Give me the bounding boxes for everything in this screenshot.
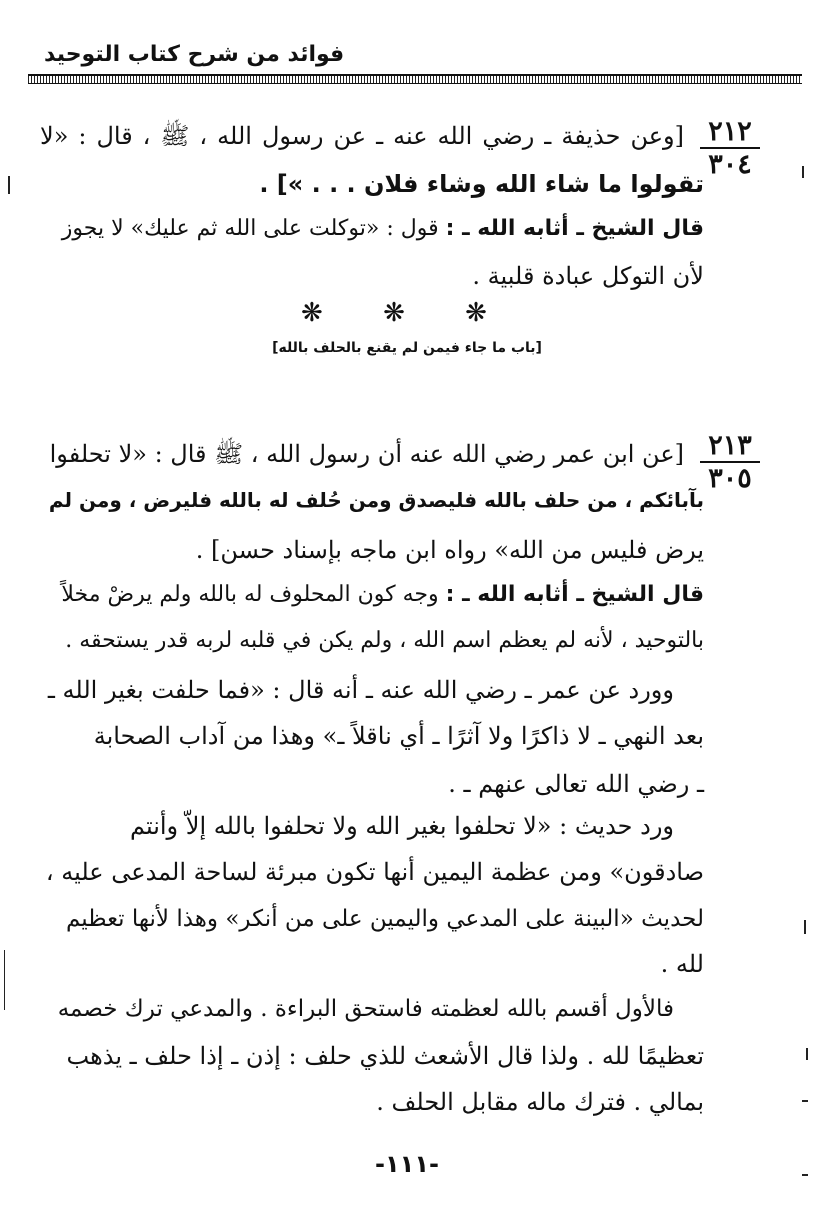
paragraph-4-line-3: بمالي . فترك ماله مقابل الحلف . xyxy=(376,1088,704,1116)
sheikh-label: قال الشيخ ـ أثابه الله ـ : xyxy=(445,582,704,607)
hadith-213-line-2: بآبائكم ، من حلف بالله فليصدق ومن حُلف له بالله فليرض ، ومن لم xyxy=(48,488,704,512)
paragraph-4-line-2: تعظيمًا لله . ولذا قال الأشعث للذي حلف : إذن ـ إذا حلف ـ يذهب xyxy=(66,1042,704,1070)
section-separator-stars: ❋ ❋ ❋ xyxy=(301,298,513,328)
paragraph-3-line-4: لله . xyxy=(660,950,704,978)
scan-mark xyxy=(4,950,5,1010)
paragraph-2-line-2: بعد النهي ـ لا ذاكرًا ولا آثرًا ـ أي ناقلاً ـ» وهذا من آداب الصحابة xyxy=(93,722,704,750)
sheikh-label: قال الشيخ ـ أثابه الله ـ : xyxy=(445,216,704,241)
scan-mark xyxy=(804,920,806,934)
running-header-title: فوائد من شرح كتاب التوحيد xyxy=(44,42,345,67)
paragraph-2-line-1: وورد عن عمر ـ رضي الله عنه ـ أنه قال : «فما حلفت بغير الله ـ xyxy=(47,676,674,704)
scan-mark xyxy=(806,1048,808,1060)
hadith-number-bottom: ٣٠٥ xyxy=(708,463,752,494)
comment-text: وجه كون المحلوف له بالله ولم يرضْ مخلاً xyxy=(61,582,439,607)
hadith-213-line-3: يرض فليس من الله» رواه ابن ماجه بإسناد حسن] . xyxy=(195,536,704,564)
sheikh-comment-212-line-2: لأن التوكل عبادة قلبية . xyxy=(472,262,704,290)
header-rule xyxy=(28,74,802,84)
paragraph-2-line-3: ـ رضي الله تعالى عنهم ـ . xyxy=(448,770,704,798)
scan-mark xyxy=(802,166,804,178)
sheikh-comment-213-line-2: بالتوحيد ، لأنه لم يعظم اسم الله ، ولم يكن في قلبه لربه قدر يستحقه . xyxy=(65,628,704,653)
hadith-number-212 xyxy=(700,118,760,178)
hadith-212-line-1: [وعن حذيفة ـ رضي الله عنه ـ عن رسول الله ، ﷺ ، قال : «لا xyxy=(40,122,684,150)
paragraph-4-line-1: فالأول أقسم بالله لعظمته فاستحق البراءة . والمدعي ترك خصمه xyxy=(57,996,674,1022)
sheikh-comment-212-line-1 xyxy=(40,216,704,242)
comment-text: قول : «توكلت على الله ثم عليك» لا يجوز xyxy=(61,216,439,241)
chapter-title: [باب ما جاء فيمن لم يقنع بالحلف بالله] xyxy=(272,340,542,356)
hadith-213-line-1: [عن ابن عمر رضي الله عنه أن رسول الله ، ﷺ قال : «لا تحلفوا xyxy=(49,440,684,468)
scan-mark xyxy=(8,176,10,194)
paragraph-3-line-2: صادقون» ومن عظمة اليمين أنها تكون مبرئة لساحة المدعى عليه ، xyxy=(45,858,704,886)
sheikh-comment-213-line-1 xyxy=(40,582,704,608)
hadith-number-213 xyxy=(700,432,760,492)
scan-mark xyxy=(802,1174,808,1176)
hadith-212-line-2: تقولوا ما شاء الله وشاء فلان . . . »] . xyxy=(259,170,704,198)
page-number: -١١١- xyxy=(375,1150,439,1178)
hadith-number-top: ٢١٣ xyxy=(700,432,760,463)
hadith-number-bottom: ٣٠٤ xyxy=(708,149,752,180)
paragraph-3-line-1: ورد حديث : «لا تحلفوا بغير الله ولا تحلفوا بالله إلاّ وأنتم xyxy=(129,812,674,840)
scan-mark xyxy=(802,1100,808,1102)
hadith-number-top: ٢١٢ xyxy=(700,118,760,149)
paragraph-3-line-3: لحديث «البينة على المدعي واليمين على من أنكر» وهذا لأنها تعظيم xyxy=(65,906,704,932)
